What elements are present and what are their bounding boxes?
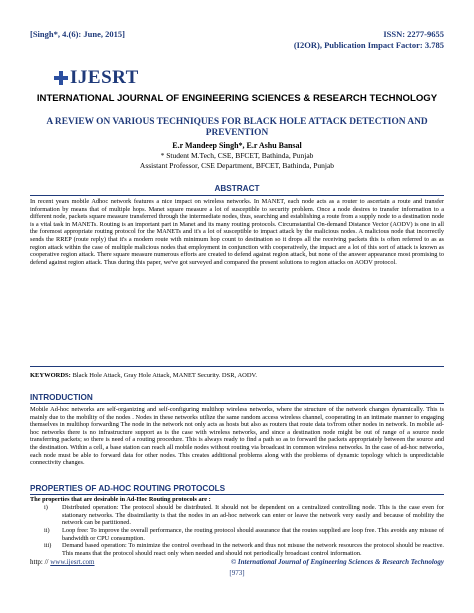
- list-item: Distributed operation: The protocol should be distributed. It should not be dependent on a centralized controlling node. This is the case even for stationary networks. The dissimilarity is that the nodes in an ad-hoc network can enter or leave the network very easily and because of mobility the network can be partitioned.: [62, 504, 444, 527]
- keywords-label: KEYWORDS:: [30, 372, 71, 379]
- header-issn: [294, 29, 444, 51]
- affiliation-1: * Student M.Tech, CSE, BFCET, Bathinda, Punjab: [160, 151, 314, 160]
- properties-intro: The properties that are desirable in Ad-Hoc Routing protocols are :: [30, 496, 211, 503]
- introduction-heading: INTRODUCTION: [30, 393, 93, 402]
- divider: [30, 195, 444, 196]
- list-item: Demand based operation: To minimize the control overhead in the network and thus not misuse the network resources the protocol should be reactive. This means that the protocol should react only when needed and should not periodically broadcast control information.: [62, 542, 444, 557]
- divider: [30, 494, 444, 495]
- abstract-heading: ABSTRACT: [214, 184, 260, 193]
- introduction-text: Mobile Ad-hoc networks are self-organizing and self-configuring multihop wireless networks, where the structure of the network changes dynamically. This is mainly due to the mobility of the nodes . Nodes in these networks utilize the same random access wireless channel, cooperating in an intimate manner to engaging themselves in multihop forwarding The node in the network not only acts as hosts but also as routers that route data to/from other nodes in network. In mobile ad-hoc networks there is no infrastructure support as is the case with wireless networks, and since a destination node might be out of range of a source node transferring packets; so there is need of a routing procedure. This is always ready to find a path so as to forward the packets appropriately between the source and the destination. Within a cell, a base station can reach all mobile nodes without routing via broadcast in common wireless networks. In the case of ad-hoc networks, each node must be able to forward data for other nodes. This creates additional problems along with the problems of dynamic topology which is unpredictable connectivity changes.: [30, 406, 444, 467]
- paper-title: A REVIEW ON VARIOUS TECHNIQUES FOR BLACK HOLE ATTACK DETECTION AND PREVENTION: [46, 117, 428, 138]
- divider: [30, 366, 444, 367]
- properties-heading: PROPERTIES OF AD-HOC ROUTING PROTOCOLS: [30, 484, 226, 493]
- list-item: Loop free: To improve the overall performance, the routing protocol should assurance that the routes supplied are loop free. This avoids any misuse of bandwidth or CPU consumption.: [62, 527, 444, 542]
- plus-cross-icon: [54, 71, 68, 85]
- affiliation-2: Assistant Professor, CSE Department, BFCET, Bathinda, Punjab: [139, 160, 335, 170]
- journal-logo: [54, 68, 139, 88]
- list-number: i): [44, 504, 48, 511]
- impact-factor-text: (I2OR), Publication Impact Factor: 3.785: [293, 40, 444, 50]
- page-number: [973]: [229, 569, 245, 577]
- abstract-text: In recent years mobile Adhoc network features a nice impact on wireless networks. In MANET, each node acts as a router to ascertain a route and transfer information by means that of multiple hops. Manet square measure a lot of susceptible to security problem. Once a node desires to transfer information to a different node, packets square measure transferred through the intermediate nodes, thus, searching and establishing a route from a supply node to a destination node is a vital task in MANETs. Routing is an important part in Manet and its many routing protocols. Circumstantial On-demand Distance Vector (AODV) is one in all the foremost appropriate routing protocol for the MANETs and it's a lot of susceptible to impact attack by the malicious nodes. A malicious node that incorrectly sends the RREP (route reply) that it's a modern route with minimum hop count to destination so it drops all the receiving packets this is often referred to as as region attack within the case of multiple malicious nodes that employment in conjunction with cooperatively, the impact are a lot of this sort of attack is known as cooperative region attack. There square measure numerous efforts are created to defend against region attack, but none of the answer appearance most promising to defend against region attack. Thus during this paper, we've got surveyed and compared the present solutions to region attacks on AODV protocol.: [30, 198, 444, 266]
- affiliations: [30, 151, 444, 170]
- journal-name: INTERNATIONAL JOURNAL OF ENGINEERING SCIENCES & RESEARCH TECHNOLOGY: [36, 93, 438, 104]
- keywords: [30, 372, 444, 379]
- list-number: ii): [44, 527, 50, 534]
- footer-copyright: © International Journal of Engineering Sciences & Research Technology: [230, 558, 444, 566]
- header-citation: [Singh*, 4.(6): June, 2015]: [30, 29, 125, 39]
- url-prefix: http: //: [30, 558, 49, 566]
- authors: E.r Mandeep Singh*, E.r Ashu Bansal: [172, 141, 302, 150]
- journal-website-link[interactable]: www.ijesrt.com: [50, 558, 95, 566]
- issn-text: ISSN: 2277-9655: [383, 29, 444, 39]
- divider: [30, 403, 444, 404]
- list-number: iii): [44, 542, 52, 549]
- keywords-text: Black Hole Attack, Gray Hole Attack, MANET Security. DSR, AODV.: [72, 372, 258, 379]
- logo-text: IJESRT: [70, 67, 139, 88]
- footer-url: [30, 558, 95, 566]
